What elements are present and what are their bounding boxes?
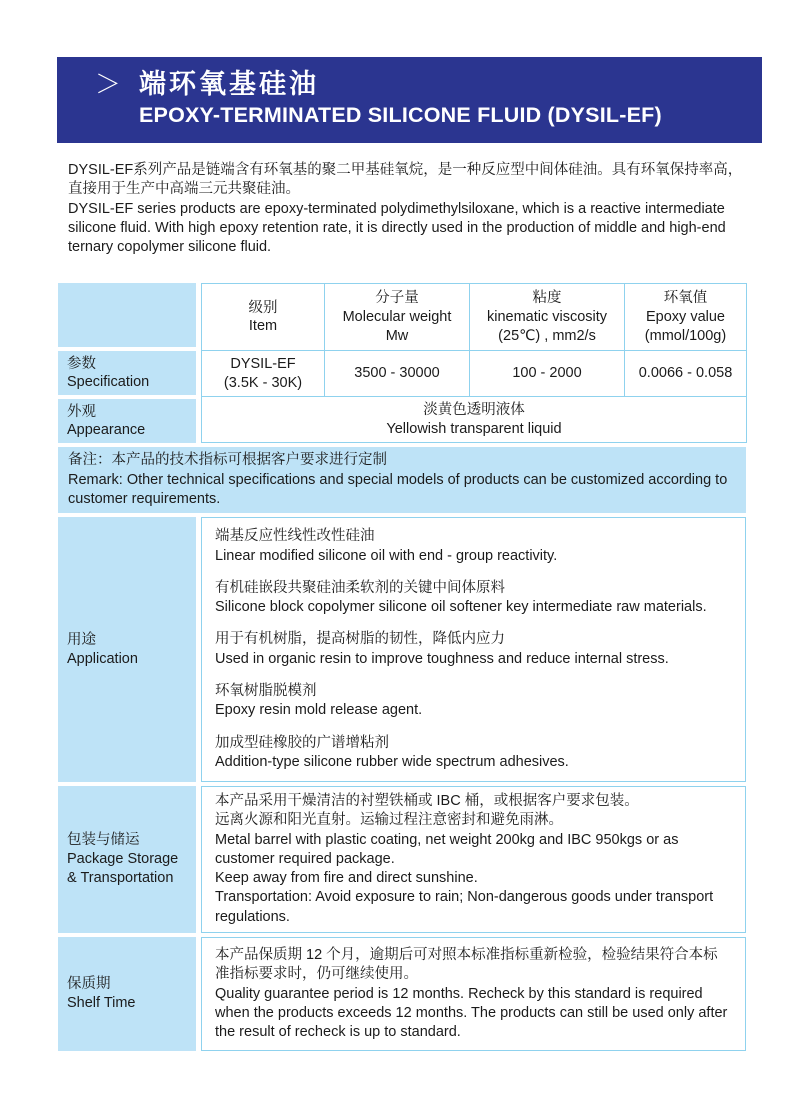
col-header-viscosity-en: kinematic viscosity	[486, 308, 608, 325]
col-header-viscosity	[470, 284, 625, 351]
remark-zh: 备注：本产品的技术指标可根据客户要求进行定制	[68, 452, 387, 469]
intro-paragraph	[68, 161, 748, 257]
appearance-row	[202, 397, 747, 443]
label-appearance-zh: 外观	[67, 403, 96, 420]
application-item-zh: 加成型硅橡胶的广谱增粘剂	[215, 734, 389, 751]
col-header-item	[202, 284, 325, 351]
application-cell	[201, 517, 746, 782]
appearance-value-en: Yellowish transparent liquid	[386, 420, 562, 437]
col-header-epoxy-value	[625, 284, 747, 351]
application-item	[215, 527, 732, 566]
package-line: Keep away from fire and direct sunshine.	[215, 870, 478, 887]
spec-mw-cell: 3500 - 30000	[325, 351, 470, 397]
row-label-application	[58, 517, 196, 782]
parameters-grid	[201, 283, 747, 443]
application-item-zh: 端基反应性线性改性硅油	[215, 528, 375, 545]
corner-cell	[58, 283, 196, 347]
spec-item-line2: (3.5K - 30K)	[223, 374, 303, 391]
application-item-zh: 有机硅嵌段共聚硅油柔软剂的关键中间体原料	[215, 579, 505, 596]
col-header-mw-sub: Mw	[385, 327, 409, 344]
spec-table	[58, 283, 746, 1051]
remark-row	[58, 447, 746, 513]
specification-row	[202, 351, 747, 397]
row-label-package-storage	[58, 786, 196, 933]
label-column	[58, 283, 196, 443]
shelf-line: 本产品保质期 12 个月，逾期后可对照本标准指标重新检验，检验结果符合本标准指标要求时，仍可继续使用。	[215, 947, 718, 983]
label-shelf-en: Shelf Time	[67, 995, 136, 1012]
application-item	[215, 630, 732, 669]
col-header-mw-en: Molecular weight	[342, 308, 452, 325]
application-item-en: Addition-type silicone rubber wide spectrum adhesives.	[215, 753, 569, 770]
col-header-viscosity-sub: (25℃) , mm2/s	[498, 327, 596, 344]
header-row	[202, 284, 747, 351]
label-package-zh: 包装与储运	[67, 832, 140, 849]
chevron-icon: ＞	[95, 69, 122, 100]
application-item-en: Epoxy resin mold release agent.	[215, 702, 423, 719]
label-appearance-en: Appearance	[67, 422, 146, 439]
spec-item-cell	[202, 351, 325, 397]
col-header-item-en: Item	[248, 318, 278, 335]
package-storage-row	[58, 786, 746, 933]
col-header-viscosity-zh: 粘度	[532, 290, 562, 307]
intro-text-en: DYSIL-EF series products are epoxy-terminated polydimethylsiloxane, which is a reactive intermediate silicone fluid. With high epoxy retention rate, it is directly used in the production of middle and high-end ternary copolymer silicone fluid.	[68, 200, 726, 256]
row-label-specification	[58, 351, 196, 395]
label-application-en: Application	[67, 650, 138, 667]
intro-text-zh: DYSIL-EF系列产品是链端含有环氧基的聚二甲基硅氧烷，是一种反应型中间体硅油。具有环氧保持率高，直接用于生产中高端三元共聚硅油。	[68, 162, 743, 198]
application-item	[215, 682, 732, 721]
col-header-mw-zh: 分子量	[375, 290, 419, 307]
application-item-en: Linear modified silicone oil with end - group reactivity.	[215, 547, 558, 564]
col-header-molecular-weight	[325, 284, 470, 351]
application-item-zh: 环氧树脂脱模剂	[215, 682, 317, 699]
shelf-line: Quality guarantee period is 12 months. Recheck by this standard is required when the products exceeds 12 months. The products can still be used only after the result of recheck is up to standard.	[215, 985, 728, 1041]
remark-en: Remark: Other technical specifications and special models of products can be customized according to customer requirements.	[68, 471, 728, 507]
package-storage-cell	[201, 786, 746, 933]
appearance-value-cell	[202, 397, 747, 443]
application-item-en: Silicone block copolymer silicone oil softener key intermediate raw materials.	[215, 599, 707, 616]
col-header-epoxy-en: Epoxy value	[646, 308, 725, 325]
row-label-shelf-time	[58, 937, 196, 1051]
label-package-en2: & Transportation	[67, 869, 174, 886]
application-item	[215, 734, 732, 773]
label-package-en1: Package Storage	[67, 851, 179, 868]
label-application-zh: 用途	[67, 631, 96, 648]
spec-grid-block	[58, 283, 746, 443]
package-line: 远离火源和阳光直射。运输过程注意密封和避免雨淋。	[215, 812, 563, 829]
col-header-epoxy-sub: (mmol/100g)	[644, 327, 727, 344]
header-banner	[57, 57, 762, 143]
spec-epoxy-cell: 0.0066 - 0.058	[625, 351, 747, 397]
label-specification-zh: 参数	[67, 355, 96, 372]
spec-item-line1: DYSIL-EF	[230, 356, 296, 372]
application-item	[215, 579, 732, 618]
product-datasheet-page	[0, 57, 800, 1051]
shelf-time-row	[58, 937, 746, 1051]
application-row	[58, 517, 746, 782]
package-line: Metal barrel with plastic coating, net weight 200kg and IBC 950kgs or as customer required package.	[215, 831, 679, 867]
shelf-time-cell	[201, 937, 746, 1051]
label-shelf-zh: 保质期	[67, 976, 111, 993]
application-item-en: Used in organic resin to improve toughness and reduce internal stress.	[215, 650, 669, 667]
package-line: Transportation: Avoid exposure to rain; Non-dangerous goods under transport regulations.	[215, 889, 714, 925]
spec-viscosity-cell: 100 - 2000	[470, 351, 625, 397]
row-label-appearance	[58, 399, 196, 443]
product-title-en: EPOXY-TERMINATED SILICONE FLUID (DYSIL-EF)	[139, 103, 662, 128]
banner-title-row	[95, 68, 762, 100]
col-header-epoxy-zh: 环氧值	[663, 290, 708, 307]
label-specification-en: Specification	[67, 374, 150, 391]
col-header-item-zh: 级别	[248, 299, 278, 316]
appearance-value-zh: 淡黄色透明液体	[423, 402, 525, 419]
package-line: 本产品采用干燥清洁的衬塑铁桶或 IBC 桶，或根据客户要求包装。	[215, 793, 639, 810]
application-item-zh: 用于有机树脂，提高树脂的韧性，降低内应力	[215, 631, 505, 648]
product-title-zh: 端环氧基硅油	[139, 69, 319, 99]
